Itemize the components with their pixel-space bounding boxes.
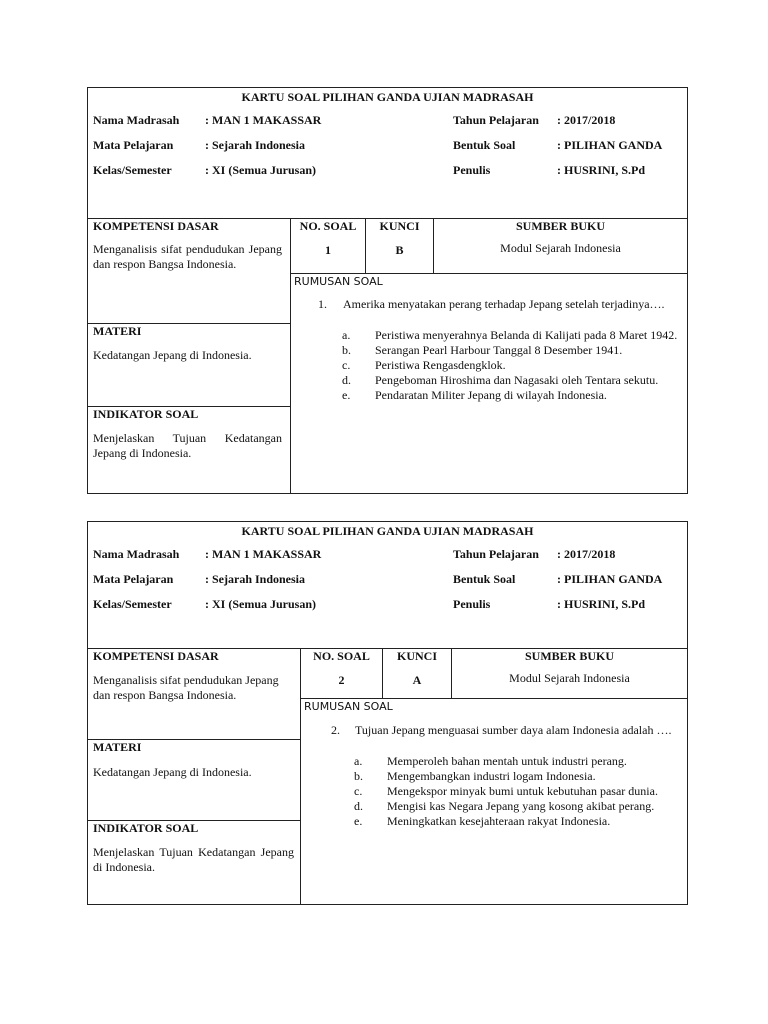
tahun-pelajaran-value: : 2017/2018 — [557, 547, 616, 561]
sumber-buku-cell — [451, 649, 687, 698]
option-text: Pengeboman Hiroshima dan Nagasaki oleh Tentara sekutu. — [375, 373, 659, 387]
option-a — [354, 754, 684, 769]
option-d — [342, 373, 684, 388]
sumber-buku-value: Modul Sejarah Indonesia — [500, 241, 621, 255]
option-letter: b. — [342, 343, 351, 357]
option-letter: a. — [342, 328, 351, 342]
kompetensi-dasar-label: KOMPETENSI DASAR — [93, 219, 219, 233]
indikator-soal-text: Menjelaskan Tujuan Kedatangan Jepang di Indonesia. — [93, 431, 282, 460]
penulis-label: Penulis — [453, 163, 491, 177]
option-letter: a. — [354, 754, 363, 768]
option-letter: c. — [342, 358, 351, 372]
kelas-semester-value: : XI (Semua Jurusan) — [205, 163, 317, 177]
card-title: KARTU SOAL PILIHAN GANDA UJIAN MADRASAH — [241, 524, 534, 538]
card-header — [88, 88, 687, 219]
indikator-soal-cell — [88, 406, 290, 494]
kompetensi-dasar-label: KOMPETENSI DASAR — [93, 649, 219, 663]
option-text: Peristiwa Rengasdengklok. — [375, 358, 506, 372]
rumusan-soal-label: RUMUSAN SOAL — [294, 275, 383, 288]
kunci-cell — [382, 649, 451, 698]
no-soal-cell — [300, 649, 382, 698]
materi-text: Kedatangan Jepang di Indonesia. — [93, 765, 252, 779]
indikator-soal-label: INDIKATOR SOAL — [93, 821, 199, 835]
option-letter: e. — [354, 814, 363, 828]
sumber-buku-cell — [433, 219, 687, 273]
option-text: Serangan Pearl Harbour Tanggal 8 Desember 1941. — [375, 343, 623, 357]
bentuk-soal-label: Bentuk Soal — [453, 572, 516, 586]
materi-label: MATERI — [93, 740, 142, 754]
penulis-value: : HUSRINI, S.Pd — [557, 163, 646, 177]
bentuk-soal-value: : PILIHAN GANDA — [557, 138, 663, 152]
tahun-pelajaran-label: Tahun Pelajaran — [453, 547, 539, 561]
rumusan-soal-label: RUMUSAN SOAL — [304, 700, 393, 713]
kelas-semester-label: Kelas/Semester — [93, 163, 172, 177]
question-number: 1. — [318, 297, 327, 311]
tahun-pelajaran-label: Tahun Pelajaran — [453, 113, 539, 127]
option-letter: d. — [342, 373, 351, 387]
kunci-label: KUNCI — [396, 649, 437, 663]
materi-text: Kedatangan Jepang di Indonesia. — [93, 348, 252, 362]
kunci-value: A — [412, 673, 422, 687]
option-letter: e. — [342, 388, 351, 402]
option-text: Pendaratan Militer Jepang di wilayah Indonesia. — [375, 388, 607, 402]
kelas-semester-label: Kelas/Semester — [93, 597, 172, 611]
nama-madrasah-label: Nama Madrasah — [93, 547, 180, 561]
rumusan-soal-cell — [290, 273, 687, 494]
option-text: Mengisi kas Negara Jepang yang kosong akibat perang. — [387, 799, 655, 813]
mata-pelajaran-label: Mata Pelajaran — [93, 138, 174, 152]
option-text: Peristiwa menyerahnya Belanda di Kalijati pada 8 Maret 1942. — [375, 328, 678, 342]
tahun-pelajaran-value: : 2017/2018 — [557, 113, 616, 127]
sumber-buku-value: Modul Sejarah Indonesia — [509, 671, 630, 685]
materi-cell — [88, 323, 290, 406]
option-e — [354, 814, 684, 829]
kunci-label: KUNCI — [379, 219, 420, 233]
kompetensi-dasar-cell — [88, 649, 300, 739]
sumber-buku-label: SUMBER BUKU — [515, 219, 605, 233]
rumusan-soal-cell — [300, 698, 687, 904]
option-b — [354, 769, 684, 784]
option-text: Mengekspor minyak bumi untuk kebutuhan pasar dunia. — [387, 784, 658, 798]
option-text: Memperoleh bahan mentah untuk industri perang. — [387, 754, 627, 768]
no-soal-label: NO. SOAL — [313, 649, 370, 663]
materi-label: MATERI — [93, 324, 142, 338]
kompetensi-dasar-text: Menganalisis sifat pendudukan Jepang dan respon Bangsa Indonesia. — [93, 242, 282, 271]
question-text: Tujuan Jepang menguasai sumber daya alam Indonesia adalah …. — [355, 723, 672, 737]
penulis-value: : HUSRINI, S.Pd — [557, 597, 646, 611]
bentuk-soal-label: Bentuk Soal — [453, 138, 516, 152]
nama-madrasah-value: : MAN 1 MAKASSAR — [205, 113, 322, 127]
card-title: KARTU SOAL PILIHAN GANDA UJIAN MADRASAH — [241, 90, 534, 104]
nama-madrasah-value: : MAN 1 MAKASSAR — [205, 547, 322, 561]
kompetensi-dasar-cell — [88, 219, 290, 323]
no-soal-value: 1 — [325, 243, 331, 257]
option-text: Meningkatkan kesejahteraan rakyat Indonesia. — [387, 814, 611, 828]
sumber-buku-label: SUMBER BUKU — [524, 649, 614, 663]
mata-pelajaran-label: Mata Pelajaran — [93, 572, 174, 586]
mata-pelajaran-value: : Sejarah Indonesia — [205, 138, 306, 152]
option-e — [342, 388, 684, 403]
no-soal-label: NO. SOAL — [299, 219, 357, 233]
question-text: Amerika menyatakan perang terhadap Jepang setelah terjadinya…. — [343, 297, 665, 311]
option-c — [354, 784, 684, 799]
question-number: 2. — [331, 723, 340, 737]
no-soal-cell — [290, 219, 365, 273]
kunci-cell — [365, 219, 433, 273]
kelas-semester-value: : XI (Semua Jurusan) — [205, 597, 317, 611]
kompetensi-dasar-text: Menganalisis sifat pendudukan Jepang dan respon Bangsa Indonesia. — [93, 673, 279, 702]
bentuk-soal-value: : PILIHAN GANDA — [557, 572, 663, 586]
card-header — [88, 522, 687, 649]
option-letter: b. — [354, 769, 363, 783]
option-d — [354, 799, 684, 814]
indikator-soal-cell — [88, 820, 300, 904]
option-c — [342, 358, 684, 373]
question-card-1 — [87, 87, 688, 494]
answer-options — [354, 754, 684, 829]
penulis-label: Penulis — [453, 597, 491, 611]
option-text: Mengembangkan industri logam Indonesia. — [387, 769, 596, 783]
nama-madrasah-label: Nama Madrasah — [93, 113, 180, 127]
option-letter: c. — [354, 784, 363, 798]
option-a — [342, 328, 684, 343]
indikator-soal-text: Menjelaskan Tujuan Kedatangan Jepang di Indonesia. — [93, 845, 294, 874]
indikator-soal-label: INDIKATOR SOAL — [93, 407, 199, 421]
option-letter: d. — [354, 799, 363, 813]
materi-cell — [88, 739, 300, 820]
answer-options — [342, 328, 684, 403]
option-b — [342, 343, 684, 358]
kunci-value: B — [395, 243, 404, 257]
question-card-2 — [87, 521, 688, 905]
no-soal-value: 2 — [338, 673, 345, 687]
mata-pelajaran-value: : Sejarah Indonesia — [205, 572, 306, 586]
